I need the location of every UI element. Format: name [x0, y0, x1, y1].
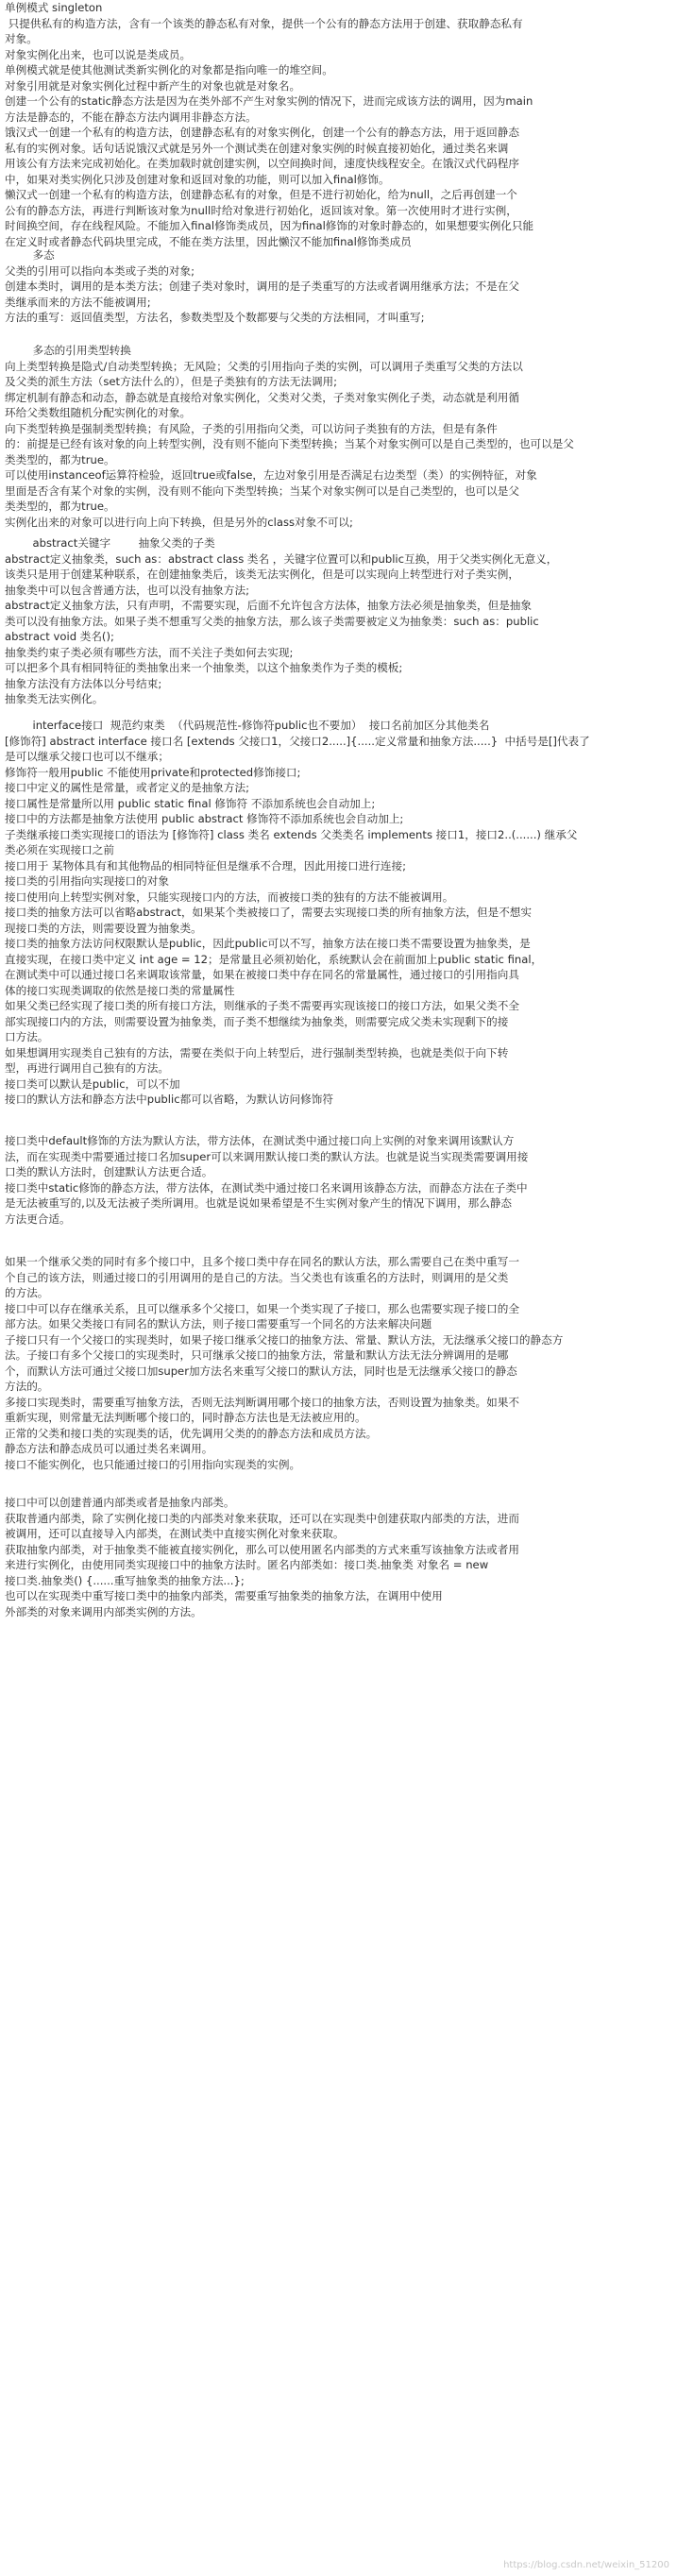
text-line: 静态方法和静态成员可以通过类名来调用。: [5, 1442, 213, 1455]
text-line: 接口类的抽象方法访问权限默认是public，因此public可以不写，抽象方法在接口类不需要设置为抽象类，是: [5, 937, 531, 950]
text-line: 类类型的，都为true。: [5, 500, 115, 513]
text-block: [5, 343, 671, 530]
csdn-watermark: https://blog.csdn.net/weixin_51200: [503, 2560, 669, 2570]
text-line: 类继承而来的方法不能被调用;: [5, 295, 151, 309]
text-block: [5, 1254, 671, 1472]
text-line: 法。子接口有多个父接口的实现类时，只可继承父接口的抽象方法，常量和默认方法无法分辨调用的是哪: [5, 1348, 509, 1362]
text-line: 的：前提是已经有该对象的向上转型实例，没有则不能向下类型转换；当某个对象实例可以是自己类型的，也可以是父: [5, 437, 574, 450]
text-line: 口方法。: [5, 1030, 49, 1043]
text-line: 向上类型转换是隐式/自动类型转换；无风险；父类的引用指向子类的实例，可以调用子类重写父类的方法以: [5, 359, 523, 373]
text-line: 接口不能实例化，也只能通过接口的引用指向实现类的实例。: [5, 1457, 301, 1471]
text-line: 来进行实例化，由使用同类实现接口中的抽象方法时。匿名内部类如：接口类.抽象类 对象名 = new: [5, 1558, 489, 1571]
text-line: 被调用，还可以直接导入内部类，在测试类中直接实例化对象来获取。: [5, 1527, 345, 1540]
text-line: 方法更合适。: [5, 1212, 71, 1226]
text-line: 可以把多个具有相同特征的类抽象出来一个抽象类，以这个抽象类作为子类的模板;: [5, 661, 403, 674]
text-line: 实例化出来的对象可以进行向上向下转换，但是另外的class对象不可以;: [5, 515, 353, 529]
text-line: 及父类的派生方法（set方法什么的），但是子类独有的方法无法调用;: [5, 375, 338, 388]
text-line: 类可以没有抽象方法。如果子类不想重写父类的抽象方法，那么该子类需要被定义为抽象类：such as：public: [5, 614, 539, 628]
text-block: [5, 247, 671, 326]
text-line: 对象实例化出来，也可以说是类成员。: [5, 47, 192, 61]
text-line: 多态: [5, 248, 55, 262]
text-line: 子接口只有一个父接口的实现类时，如果子接口继承父接口的抽象方法、常量、默认方法，无法继承父接口的静态方: [5, 1332, 564, 1347]
text-line: 对象引用就是对象实例化过程中新产生的对象也就是对象名。: [5, 78, 301, 93]
text-line: 私有的实例对象。话句话说饿汉式就是另外一个测试类在创建对象实例的时候直接初始化，通过类名来调: [5, 141, 509, 155]
text-line: 可以使用instanceof运算符检验，返回true或false，左边对象引用是否满足右边类型（类）的实例特征，对象: [5, 468, 537, 482]
text-line: 接口中可以存在继承关系，且可以继承多个父接口，如果一个类实现了子接口，那么也需要实现子接口的全: [5, 1301, 519, 1315]
text-line: 单例模式就是使其他测试类新实例化的对象都是指向唯一的堆空间。: [5, 63, 333, 76]
text-line: 如果父类已经实现了接口类的所有接口方法，则继承的子类不需要再实现该接口的接口方法，如果父类不全: [5, 999, 519, 1012]
text-line: 是可以继承父接口也可以不继承；: [5, 750, 169, 763]
text-line: 接口类的抽象方法可以省略abstract，如果某个类被接口了，需要去实现接口类的所有抽象方法，但是不想实: [5, 906, 532, 919]
text-line: 重新实现，则常量无法判断哪个接口的，同时静态方法也是无法被应用的。: [5, 1411, 366, 1424]
text-line: 创建一个公有的static静态方法是因为在类外部不产生对象实例的情况下，进而完成该方法的调用，因为main: [5, 94, 533, 108]
text-line: 修饰符一般用public 不能使用private和protected修饰接口;: [5, 765, 301, 779]
text-line: 接口中的方法都是抽象方法使用 public abstract 修饰符不添加系统也会自动加上;: [5, 812, 404, 825]
text-line: 只提供私有的构造方法，含有一个该类的静态私有对象，提供一个公有的静态方法用于创建、获取静态私有: [5, 16, 523, 30]
text-line: 类类型的，都为true。: [5, 452, 115, 466]
text-line: interface接口 规范约束类 （代码规范性-修饰符public也不要加） 接口名前加区分其他类名: [5, 719, 490, 732]
text-line: 多态的引用类型转换: [5, 344, 131, 357]
text-line: 个，而默认方法可通过父接口加super加方法名来重写父接口的默认方法，同时也是无法继承父接口的静态: [5, 1364, 517, 1378]
text-line: 如果一个继承父类的同时有多个接口中，且多个接口类中存在同名的默认方法，那么需要自己在类中重写一: [5, 1255, 519, 1268]
text-line: 接口类的引用指向实现接口的对象: [5, 874, 169, 888]
text-block: [5, 718, 671, 1108]
text-line: 该类只是用于创建某种联系，在创建抽象类后，该类无法实例化，但是可以实现向上转型进行对子类实例，: [5, 568, 519, 581]
text-line: 向下类型转换是强制类型转换；有风险，子类的引用指向父类，可以访问子类独有的方法，但是有条件: [5, 421, 498, 435]
text-line: 方法的。: [5, 1380, 49, 1393]
text-line: 抽象方法没有方法体以分号结束;: [5, 676, 162, 690]
text-line: 型，再进行调用自己独有的方法。: [5, 1061, 169, 1075]
text-line: 接口用于 某物体具有和其他物品的相同特征但是继承不合理，因此用接口进行连接;: [5, 858, 406, 873]
text-line: 父类的引用可以指向本类或子类的对象;: [5, 263, 195, 278]
text-line: abstract void 类名();: [5, 630, 114, 643]
text-line: 外部类的对象来调用内部类实例的方法。: [5, 1604, 202, 1618]
text-line: abstract定义抽象方法，只有声明，不需要实现，后面不允许包含方法体，抽象方法必须是抽象类，但是抽象: [5, 599, 532, 612]
text-line: 接口类可以默认是public，可以不加: [5, 1076, 180, 1091]
text-line: 部实现接口内的方法，则需要设置为抽象类，而子类不想继续为抽象类，则需要完成父类未实现剩下的接: [5, 1014, 509, 1028]
text-line: 接口类.抽象类() {......重写抽象类的抽象方法...};: [5, 1573, 245, 1587]
text-line: 接口中可以创建普通内部类或者是抽象内部类。: [5, 1496, 235, 1509]
text-line: 接口中定义的属性是常量，或者定义的是抽象方法;: [5, 781, 249, 794]
text-line: 部方法。如果父类接口有同名的默认方法，则子接口需要重写一个同名的方法来解决问题: [5, 1317, 432, 1330]
text-line: 公有的静态方法，再进行判断该对象为null时给对象进行初始化，返回该对象。第一次使用时才进行实例，: [5, 203, 517, 217]
text-line: 单例模式 singleton: [5, 1, 103, 14]
text-line: 体的接口实现类调取的依然是接口类的常量属性: [5, 983, 235, 997]
text-line: 类必须在实现接口之前: [5, 843, 114, 856]
text-line: 的方法。: [5, 1286, 49, 1299]
text-line: 绑定机制有静态和动态，静态就是直接给对象实例化，父类对父类，子类对象实例化子类，动态就是利用循: [5, 390, 519, 404]
text-line: 接口使用向上转型实例对象，只能实现接口内的方法，而被接口类的独有的方法不能被调用。: [5, 890, 454, 904]
text-line: 如果想调用实现类自己独有的方法，需要在类似于向上转型后，进行强制类型转换，也就是类似于向下转: [5, 1045, 509, 1059]
text-line: 抽象类中可以包含普通方法，也可以没有抽象方法;: [5, 583, 249, 597]
text-line: 里面是否含有某个对象的实例，没有则不能向下类型转换；当某个对象实例可以是自己类型的，也可以是父: [5, 483, 519, 498]
text-line: 对象。: [5, 32, 38, 45]
text-line: 用该公有方法来完成初始化。在类加载时就创建实例，以空间换时间，速度快线程安全。在饿汉式代码程序: [5, 157, 519, 170]
text-line: [修饰符] abstract interface 接口名 [extends 父接口1，父接口2.....]{.....定义常量和抽象方法.....} 中括号是[]代表了: [5, 734, 590, 748]
text-block: [5, 1495, 671, 1619]
text-line: 环给父类数组随机分配实例化的对象。: [5, 406, 192, 419]
text-line: 创建本类时，调用的是本类方法；创建子类对象时，调用的是子类重写的方法或者调用继承方法；不是在父: [5, 280, 519, 293]
text-block: [5, 535, 671, 707]
text-line: 接口类中default修饰的方法为默认方法，带方法体，在测试类中通过接口向上实例的对象来调用该默认方: [5, 1134, 515, 1147]
text-line: 抽象类约束子类必须有哪些方法，而不关注子类如何去实现;: [5, 645, 294, 659]
text-line: 懒汉式一创建一个私有的构造方法，创建静态私有的对象，但是不进行初始化，给为null，之后再创建一个: [5, 188, 517, 201]
text-line: 中，如果对类实例化只涉及创建对象和返回对象的功能，则可以加入final修饰。: [5, 172, 390, 186]
text-line: 子类继承接口类实现接口的语法为 [修饰符] class 类名 extends 父类类名 implements 接口1，接口2..(......) 继承父: [5, 827, 578, 841]
text-line: abstract定义抽象类，such as：abstract class 类名 ，关键字位置可以和public互换，用于父类实例化无意义，: [5, 551, 558, 566]
text-line: 接口类中static修饰的静态方法，带方法体，在测试类中通过接口名来调用该静态方法，而静态方法在子类中: [5, 1180, 528, 1195]
text-line: 现接口类的方法，则需要设置为抽象类。: [5, 921, 202, 935]
text-line: 直接实现，在接口类中定义 int age = 12；是常量且必须初始化，系统默认会在前面加上public static final，: [5, 952, 543, 966]
text-block: [5, 0, 671, 249]
text-line: 是无法被重写的,以及无法被子类所调用。也就是说如果希望是不生实例对象产生的情况下调用，那么静态: [5, 1196, 513, 1210]
text-line: 在定义时或者静态代码块里完成，不能在类方法里，因此懒汉不能加final修饰类成员: [5, 234, 412, 248]
text-line: 多接口实现类时，需要重写抽象方法，否则无法判断调用哪个接口的抽象方法，否则设置为抽象类。如果不: [5, 1395, 519, 1409]
text-line: 在测试类中可以通过接口名来调取该常量，如果在被接口类中存在同名的常量属性，通过接口的引用指向具: [5, 968, 519, 981]
text-line: 时间换空间，存在线程风险。不能加入final修饰类成员，因为final修饰的对象时静态的，如果想要实例化只能: [5, 219, 534, 232]
text-line: 法，而在实现类中需要通过接口名加super可以来调用默认接口类的默认方法。也就是说当实现类需要调用接: [5, 1149, 529, 1163]
text-line: 接口的默认方法和静态方法中public都可以省略，为默认访问修饰符: [5, 1093, 333, 1106]
text-line: 口类的默认方法时，创建默认方法更合适。: [5, 1165, 213, 1178]
text-line: 获取抽象内部类，对于抽象类不能被直接实例化，那么可以使用匿名内部类的方式来重写该抽象方法或者用: [5, 1542, 519, 1556]
text-line: 个自己的该方法，则通过接口的引用调用的是自己的方法。当父类也有该重名的方法时，则调用的是父类: [5, 1270, 509, 1284]
text-line: abstract关键字 抽象父类的子类: [5, 536, 215, 550]
text-line: 方法的重写：返回值类型，方法名，参数类型及个数都要与父类的方法相同，才叫重写;: [5, 311, 425, 324]
text-line: 方法是静态的，不能在静态方法内调用非静态方法。: [5, 110, 257, 124]
text-line: 饿汉式一创建一个私有的构造方法，创建静态私有的对象实例化，创建一个公有的静态方法，用于返回静态: [5, 126, 519, 139]
text-block: [5, 1133, 671, 1227]
text-line: 接口属性是常量所以用 public static final 修饰符 不添加系统也会自动加上;: [5, 796, 376, 810]
text-line: 获取普通内部类，除了实例化接口类的内部类对象来获取，还可以在实现类中创建获取内部类的方法，进而: [5, 1511, 519, 1525]
text-line: 正常的父类和接口类的实现类的话，优先调用父类的的静态方法和成员方法。: [5, 1426, 378, 1440]
text-line: 也可以在实现类中重写接口类中的抽象内部类，需要重写抽象类的抽象方法，在调用中使用: [5, 1589, 443, 1602]
text-line: 抽象类无法实例化。: [5, 692, 104, 705]
